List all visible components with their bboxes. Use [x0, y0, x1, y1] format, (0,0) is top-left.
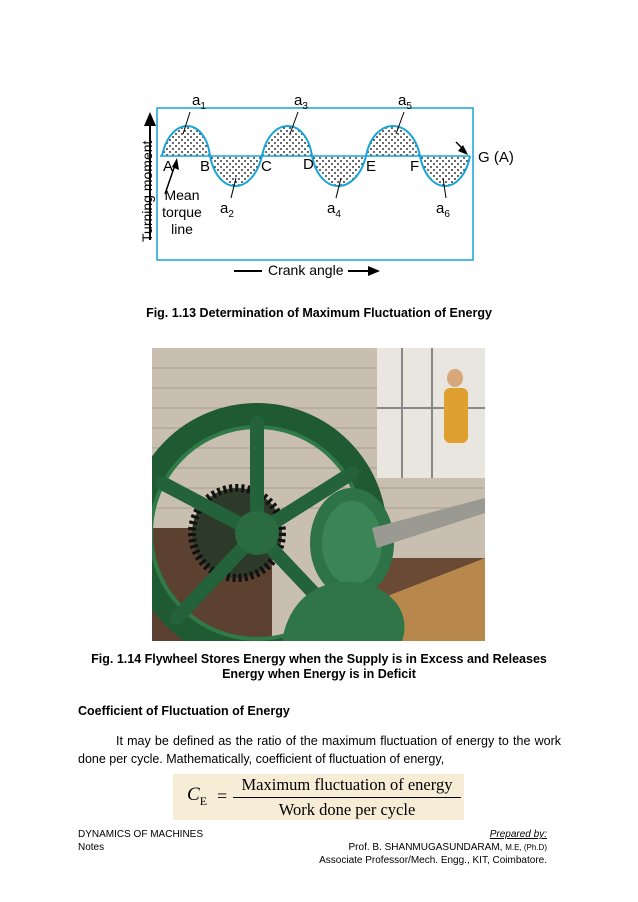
- trough-label-a4-sub: 4: [335, 209, 341, 220]
- trough-label-a2: [220, 200, 234, 220]
- flywheel-hub: [235, 511, 279, 555]
- point-label-e: E: [366, 158, 377, 175]
- footer-author: [319, 841, 547, 854]
- peak-label-a5: [398, 92, 412, 112]
- fig1-caption: Fig. 1.13 Determination of Maximum Fluctuation of Energy: [146, 306, 492, 320]
- trough-label-a6: [436, 200, 450, 220]
- fig2-caption-line2: Energy when Energy is in Deficit: [222, 667, 416, 681]
- point-label-g: G (A): [478, 149, 514, 166]
- peak-label-a1-sub: 1: [200, 101, 206, 112]
- trough-label-a6-sub: 6: [444, 209, 450, 220]
- person-head: [447, 369, 463, 387]
- flywheel-illustration: [152, 348, 485, 641]
- peak-label-a1: [192, 92, 206, 112]
- mean-torque-label-line2: torque: [162, 204, 202, 220]
- peak-label-a3: [294, 92, 308, 112]
- y-axis-arrowhead: [144, 112, 156, 126]
- footer-left: [78, 828, 203, 854]
- footer-prepared-by: Prepared by:: [489, 829, 547, 840]
- formula-equals: =: [217, 786, 228, 806]
- diagram-frame: [157, 108, 473, 260]
- mean-torque-label-line1: Mean: [164, 187, 200, 203]
- point-label-c: C: [261, 158, 272, 175]
- footer-notes-label: Notes: [78, 842, 105, 853]
- footer-author-quals: M.E, (Ph.D): [505, 843, 547, 852]
- trough-label-a2-sub: 2: [228, 209, 234, 220]
- footer-affiliation: Associate Professor/Mech. Engg., KIT, Coimbatore.: [319, 855, 547, 866]
- section-heading: Coefficient of Fluctuation of Energy: [78, 704, 290, 718]
- point-label-d: D: [303, 156, 314, 173]
- y-axis-label: Turning moment: [139, 140, 155, 242]
- peak-label-a3-sub: 3: [302, 101, 308, 112]
- formula-symbol-letter: C: [187, 784, 200, 805]
- peak-label-a5-sub: 5: [406, 101, 412, 112]
- trough-label-a4-letter: a: [327, 200, 336, 217]
- formula-subscript: E: [199, 793, 208, 808]
- person-body: [444, 388, 468, 443]
- formula-numerator: Maximum fluctuation of energy: [241, 775, 453, 794]
- footer-author-name: Prof. B. SHANMUGASUNDARAM,: [348, 842, 506, 853]
- x-axis-arrowhead: [368, 266, 380, 276]
- flywheel-photo: [152, 348, 485, 641]
- formula-fraction-bar: [233, 797, 461, 798]
- formula-denominator: Work done per cycle: [278, 800, 416, 819]
- peak-label-a5-letter: a: [398, 92, 407, 109]
- mean-line-pointer-arrowhead: [172, 158, 179, 170]
- formula-symbol: [187, 784, 207, 809]
- mean-torque-label: [160, 187, 204, 238]
- formula-box: [173, 774, 464, 820]
- trough-label-a4: [327, 200, 341, 220]
- peak-label-a3-letter: a: [294, 92, 303, 109]
- fig2-caption: [0, 652, 638, 682]
- peak-label-a1-letter: a: [192, 92, 201, 109]
- point-label-f: F: [410, 158, 420, 175]
- trough-label-a2-letter: a: [220, 200, 229, 217]
- footer-course-title: DYNAMICS OF MACHINES: [78, 829, 204, 840]
- turning-moment-diagram: [125, 88, 525, 283]
- x-axis-label: Crank angle: [268, 262, 344, 278]
- point-label-b: B: [200, 158, 211, 175]
- footer-right: [319, 828, 547, 867]
- point-label-a: A: [163, 158, 174, 175]
- trough-label-a6-letter: a: [436, 200, 445, 217]
- fig2-caption-line1: Fig. 1.14 Flywheel Stores Energy when the Supply is in Excess and Releases: [91, 652, 547, 666]
- mean-torque-label-line3: line: [171, 221, 193, 237]
- section-paragraph: It may be defined as the ratio of the maximum fluctuation of energy to the work done per cycle. Mathematically, coefficient of fluctuation of energy,: [78, 734, 561, 766]
